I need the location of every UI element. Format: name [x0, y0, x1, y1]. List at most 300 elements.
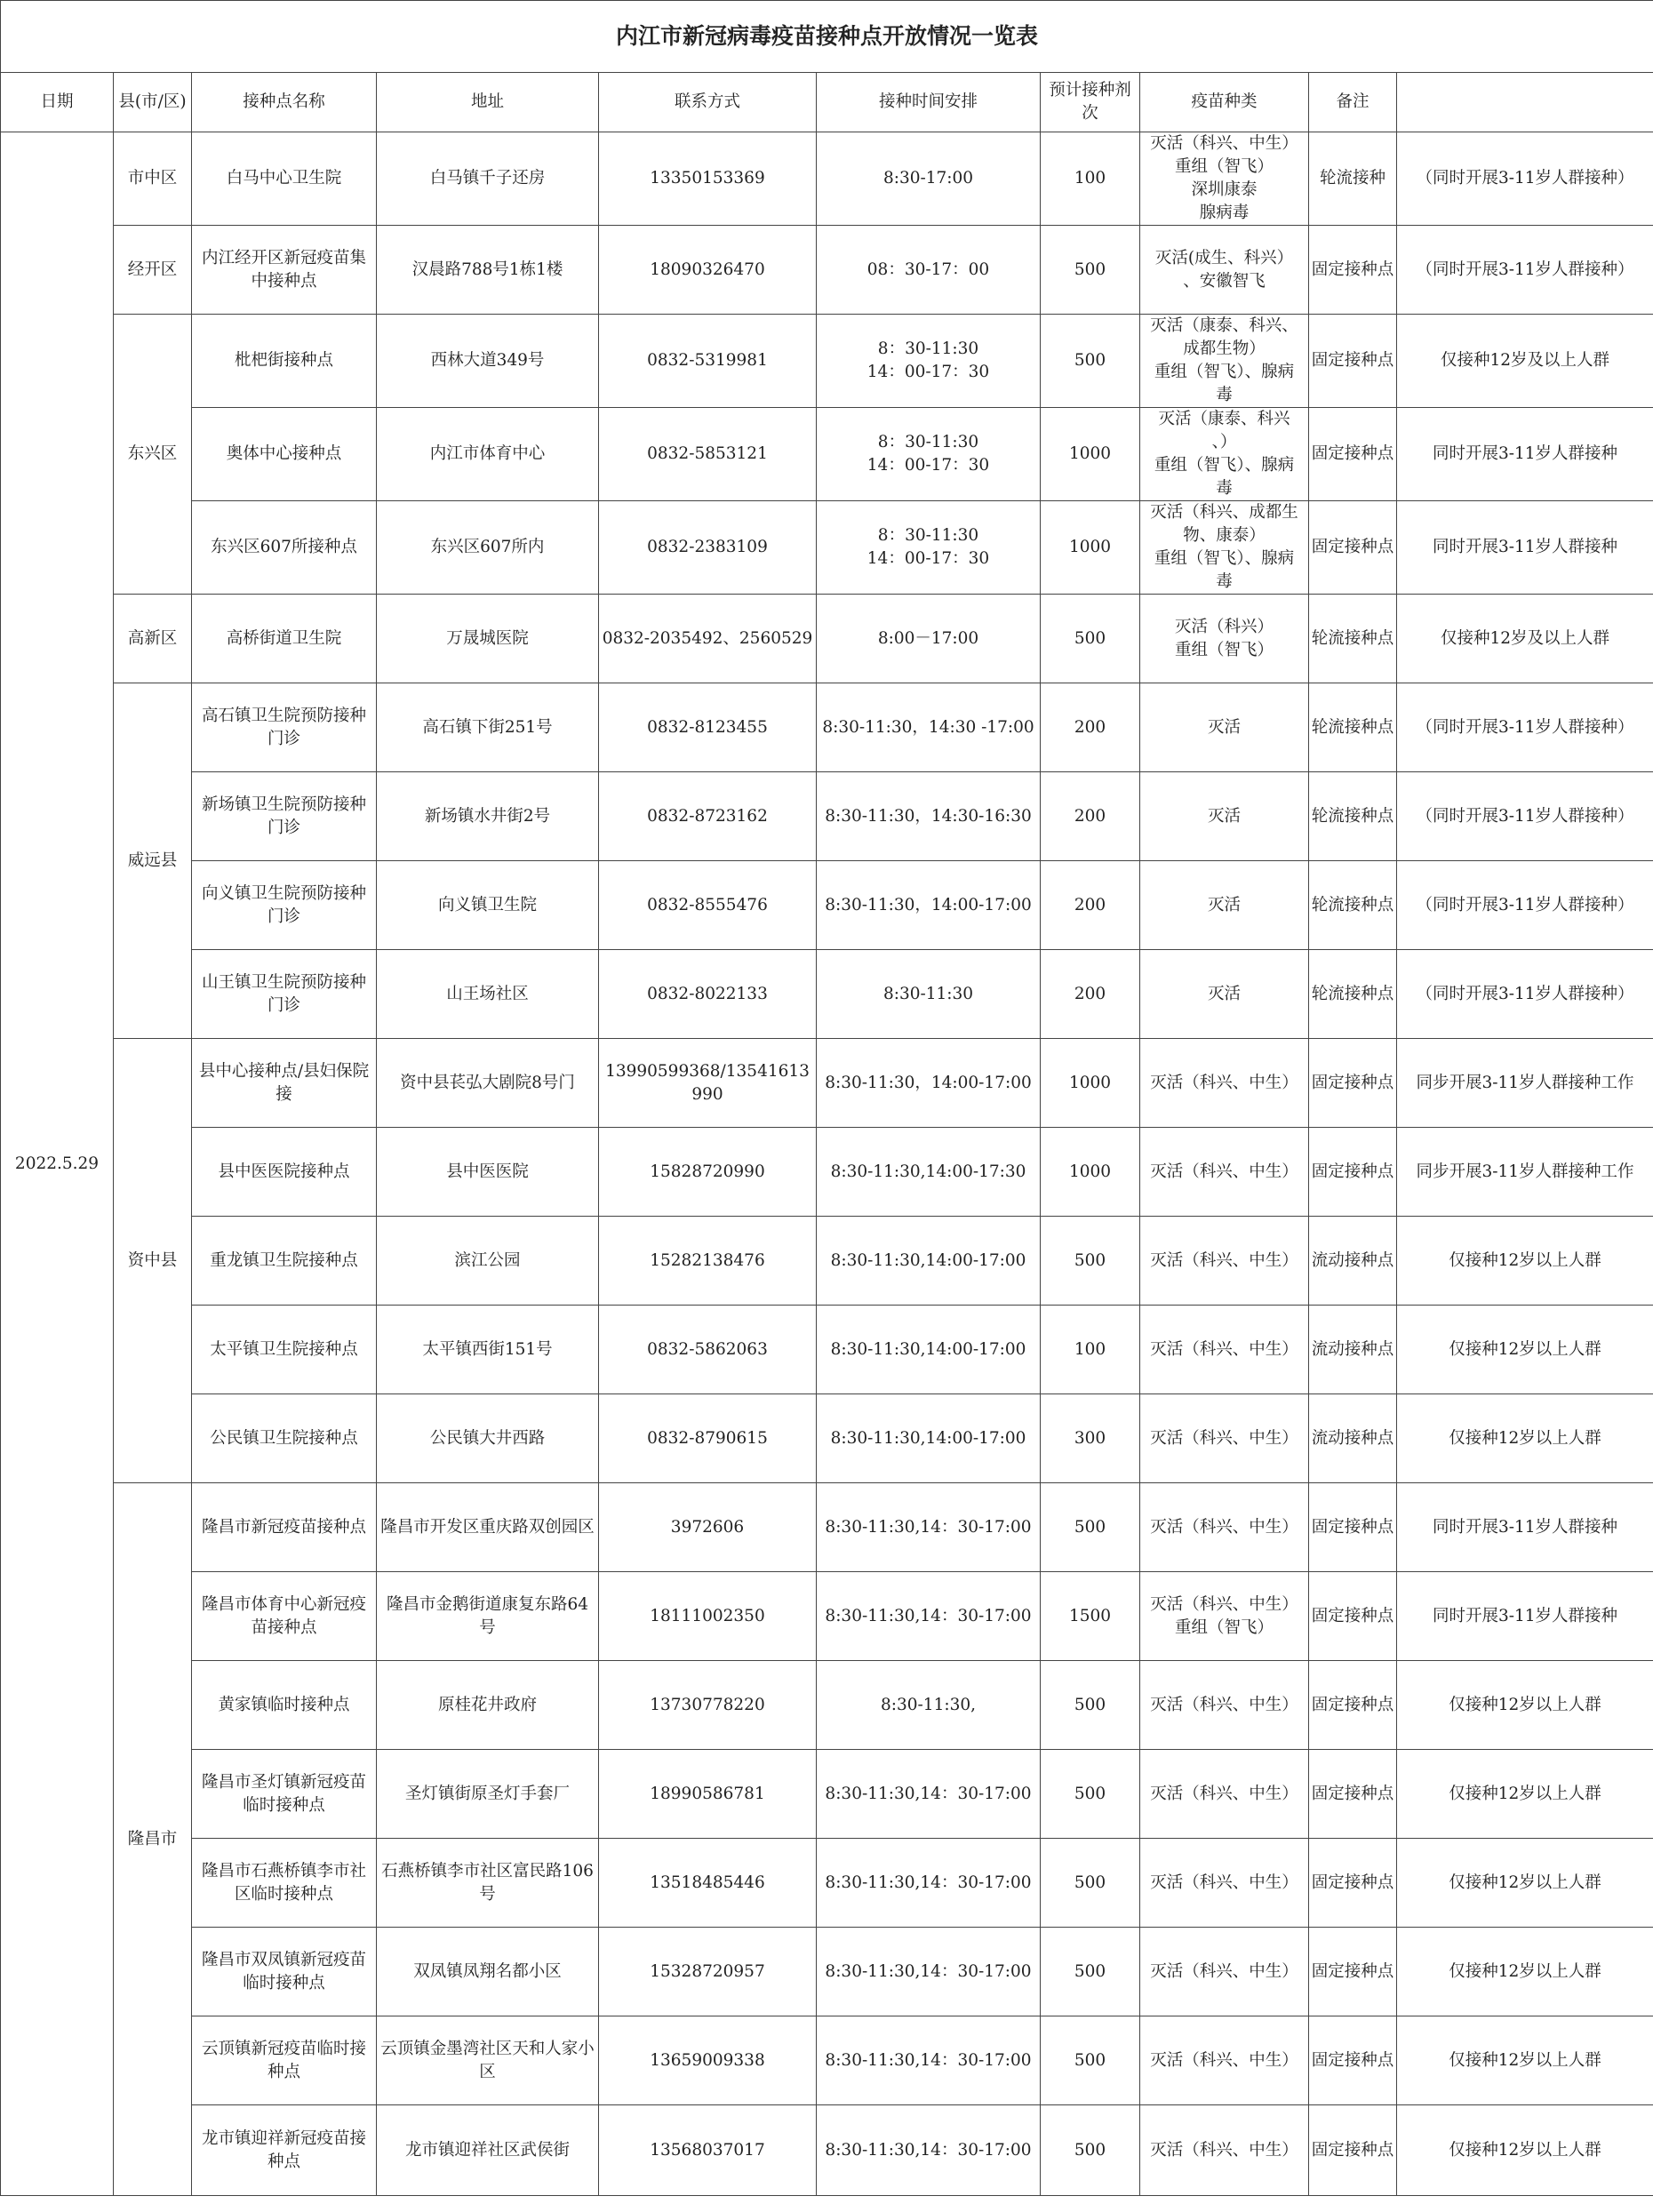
phone-cell-text: 15828720990	[650, 1162, 765, 1181]
time-cell-text: 8:30-11:30,14：30-17:00	[825, 2050, 1032, 2070]
remark-cell-text: 仅接种12岁以上人群	[1449, 1873, 1601, 1892]
time-cell-text: 8:30-11:30，14:00-17:00	[825, 1073, 1032, 1092]
district-cell	[114, 595, 192, 683]
site-type-cell	[1309, 772, 1397, 861]
vaccine-cell-text: 灭活（科兴、中生）	[1150, 1162, 1298, 1181]
site-type-cell-text: 轮流接种点	[1311, 984, 1394, 1003]
doses-cell	[1041, 1928, 1140, 2016]
time-cell-text: 8:30-11:30,14:00-17:00	[830, 1428, 1026, 1448]
doses-cell	[1041, 2016, 1140, 2105]
site-name-cell-text: 隆昌市石燕桥镇李市社区临时接种点	[201, 1861, 366, 1904]
doses-cell-text: 500	[1074, 1961, 1106, 1981]
time-cell-text: 8:30-11:30,	[881, 1695, 976, 1714]
time-cell-text: 8:30-11:30,14：30-17:00	[825, 1517, 1032, 1537]
site-name-cell-text: 县中心接种点/县妇保院接	[198, 1061, 370, 1104]
address-cell-text: 资中县苌弘大剧院8号门	[400, 1073, 575, 1092]
address-cell-text: 圣灯镇街原圣灯手套厂	[404, 1784, 570, 1803]
remark-cell	[1397, 501, 1653, 595]
address-cell	[377, 595, 599, 683]
phone-cell	[599, 1217, 817, 1306]
site-name-cell-text: 公民镇卫生院接种点	[210, 1428, 358, 1448]
table-row	[1, 772, 1653, 861]
site-type-cell-text: 固定接种点	[1311, 2140, 1394, 2160]
remark-cell	[1397, 683, 1653, 772]
time-cell	[817, 315, 1041, 408]
header-district: 县(市/区)	[114, 73, 192, 132]
site-type-cell-text: 固定接种点	[1311, 444, 1394, 463]
table-row	[1, 408, 1653, 501]
site-type-cell	[1309, 1928, 1397, 2016]
remark-cell	[1397, 1750, 1653, 1839]
district-cell-text: 经开区	[127, 260, 178, 279]
time-cell-text: 08：30-17：00	[866, 260, 990, 279]
site-name-cell	[192, 861, 377, 950]
district-cell-text: 资中县	[127, 1250, 178, 1270]
doses-cell-text: 200	[1074, 806, 1106, 826]
phone-cell-text: 0832-5853121	[647, 444, 768, 463]
table-row	[1, 132, 1653, 226]
remark-cell-text: 同时开展3-11岁人群接种	[1432, 444, 1618, 463]
remark-cell	[1397, 1483, 1653, 1572]
doses-cell-text: 200	[1074, 717, 1106, 737]
title-row	[1, 1, 1653, 73]
phone-cell-text: 13568037017	[650, 2140, 765, 2160]
remark-cell-text: 同步开展3-11岁人群接种工作	[1416, 1073, 1634, 1092]
vaccine-cell-text: 灭活	[1207, 984, 1241, 1003]
time-cell	[817, 1572, 1041, 1661]
site-name-cell-text: 隆昌市双凤镇新冠疫苗临时接种点	[201, 1950, 366, 1992]
address-cell-text: 隆昌市开发区重庆路双创园区	[380, 1517, 595, 1537]
remark-cell-text: 仅接种12岁以上人群	[1449, 2140, 1601, 2160]
address-cell-text: 高石镇下街251号	[422, 717, 553, 737]
time-cell-text: 8:30-11:30,14：30-17:00	[825, 1606, 1032, 1625]
site-name-cell	[192, 1039, 377, 1128]
doses-cell-text: 1000	[1068, 1162, 1112, 1181]
doses-cell	[1041, 950, 1140, 1039]
remark-cell-text: 同时开展3-11岁人群接种	[1432, 538, 1618, 556]
address-cell	[377, 1394, 599, 1483]
time-cell-text: 8：30-11:30 14：00-17：30	[866, 433, 990, 475]
site-name-cell	[192, 2016, 377, 2105]
site-type-cell	[1309, 226, 1397, 315]
table-row	[1, 1394, 1653, 1483]
site-type-cell-text: 轮流接种点	[1311, 717, 1394, 737]
phone-cell	[599, 1928, 817, 2016]
vaccine-cell	[1140, 683, 1309, 772]
address-cell	[377, 1572, 599, 1661]
remark-cell-text: 仅接种12岁以上人群	[1449, 1250, 1601, 1270]
remark-cell-text: 仅接种12岁及以上人群	[1440, 628, 1610, 648]
site-name-cell	[192, 408, 377, 501]
time-cell	[817, 501, 1041, 595]
header-address: 地址	[377, 73, 599, 132]
site-type-cell	[1309, 1394, 1397, 1483]
address-cell	[377, 1928, 599, 2016]
address-cell	[377, 950, 599, 1039]
phone-cell-text: 3972606	[670, 1517, 745, 1537]
site-name-cell	[192, 315, 377, 408]
time-cell-text: 8:30-11:30，14:30 -17:00	[822, 717, 1034, 737]
doses-cell-text: 200	[1074, 984, 1106, 1003]
doses-cell-text: 500	[1074, 1517, 1106, 1537]
address-cell	[377, 1217, 599, 1306]
vaccine-cell	[1140, 1217, 1309, 1306]
vaccine-cell	[1140, 1572, 1309, 1661]
address-cell	[377, 408, 599, 501]
doses-cell	[1041, 1839, 1140, 1928]
remark-cell	[1397, 408, 1653, 501]
site-name-cell	[192, 595, 377, 683]
site-name-cell-text: 枇杷街接种点	[234, 351, 333, 370]
doses-cell-text: 500	[1074, 351, 1106, 370]
address-cell	[377, 1661, 599, 1750]
time-cell	[817, 1217, 1041, 1306]
site-type-cell-text: 固定接种点	[1311, 1961, 1394, 1981]
phone-cell	[599, 683, 817, 772]
site-type-cell	[1309, 132, 1397, 226]
time-cell	[817, 2016, 1041, 2105]
site-type-cell-text: 固定接种点	[1311, 1695, 1394, 1714]
remark-cell	[1397, 1217, 1653, 1306]
site-type-cell-text: 轮流接种	[1319, 169, 1385, 188]
phone-cell	[599, 772, 817, 861]
vaccine-cell	[1140, 1039, 1309, 1128]
remark-cell	[1397, 1572, 1653, 1661]
phone-cell-text: 13730778220	[650, 1695, 765, 1714]
remark-cell	[1397, 1661, 1653, 1750]
time-cell	[817, 861, 1041, 950]
site-name-cell	[192, 1306, 377, 1394]
table-row	[1, 501, 1653, 595]
site-type-cell	[1309, 595, 1397, 683]
address-cell-text: 东兴区607所内	[430, 538, 545, 556]
time-cell	[817, 950, 1041, 1039]
doses-cell	[1041, 132, 1140, 226]
time-cell-text: 8:30-11:30,14:00-17:00	[830, 1250, 1026, 1270]
address-cell-text: 双凤镇凤翔名都小区	[413, 1961, 562, 1981]
doses-cell-text: 200	[1074, 895, 1106, 914]
table-row	[1, 1217, 1653, 1306]
site-type-cell	[1309, 1128, 1397, 1217]
site-type-cell-text: 固定接种点	[1311, 538, 1394, 556]
address-cell-text: 白马镇千子还房	[429, 169, 546, 188]
vaccine-cell	[1140, 1661, 1309, 1750]
table-row	[1, 1128, 1653, 1217]
district-cell-text: 东兴区	[127, 444, 178, 463]
address-cell-text: 太平镇西街151号	[422, 1339, 553, 1359]
time-cell-text: 8:30-11:30，14:00-17:00	[825, 895, 1032, 914]
vaccine-cell	[1140, 501, 1309, 595]
time-cell	[817, 1839, 1041, 1928]
vaccine-cell-text: 灭活（科兴、中生）	[1150, 1250, 1298, 1270]
table-row	[1, 2105, 1653, 2196]
remark-cell-text: 仅接种12岁以上人群	[1449, 2050, 1601, 2070]
phone-cell-text: 0832-2035492、2560529	[602, 628, 813, 648]
site-type-cell	[1309, 1217, 1397, 1306]
remark-cell-text: （同时开展3-11岁人群接种）	[1416, 806, 1634, 826]
phone-cell-text: 13518485446	[650, 1873, 765, 1892]
address-cell	[377, 772, 599, 861]
address-cell	[377, 1750, 599, 1839]
doses-cell	[1041, 315, 1140, 408]
address-cell-text: 新场镇水井街2号	[424, 806, 551, 826]
site-type-cell	[1309, 1750, 1397, 1839]
page-title: 内江市新冠病毒疫苗接种点开放情况一览表	[1, 1, 1653, 73]
header-time: 接种时间安排	[817, 73, 1041, 132]
doses-cell-text: 1000	[1068, 1073, 1112, 1092]
vaccine-cell	[1140, 315, 1309, 408]
phone-cell-text: 0832-8123455	[647, 717, 768, 737]
phone-cell-text: 15282138476	[650, 1250, 765, 1270]
site-type-cell-text: 流动接种点	[1311, 1428, 1394, 1448]
phone-cell-text: 13990599368/13541613990	[605, 1061, 810, 1104]
site-name-cell-text: 县中医医院接种点	[218, 1162, 350, 1181]
time-cell-text: 8:30-11:30,14：30-17:00	[825, 2140, 1032, 2160]
site-type-cell-text: 固定接种点	[1311, 260, 1394, 279]
table-row	[1, 226, 1653, 315]
time-cell	[817, 772, 1041, 861]
phone-cell	[599, 1483, 817, 1572]
doses-cell-text: 1500	[1068, 1606, 1112, 1625]
vaccine-cell	[1140, 595, 1309, 683]
doses-cell	[1041, 1217, 1140, 1306]
doses-cell	[1041, 1483, 1140, 1572]
remark-cell	[1397, 2016, 1653, 2105]
remark-cell-text: （同时开展3-11岁人群接种）	[1416, 717, 1634, 737]
time-cell-text: 8:30-17:00	[882, 169, 974, 188]
site-name-cell	[192, 1839, 377, 1928]
header-remark: 备注	[1309, 73, 1397, 132]
remark-cell	[1397, 1128, 1653, 1217]
vaccine-cell	[1140, 2105, 1309, 2196]
time-cell	[817, 595, 1041, 683]
site-name-cell	[192, 1928, 377, 2016]
phone-cell-text: 18090326470	[650, 260, 765, 279]
phone-cell	[599, 501, 817, 595]
header-row	[1, 73, 1653, 132]
remark-cell	[1397, 1839, 1653, 1928]
phone-cell	[599, 1306, 817, 1394]
site-type-cell-text: 固定接种点	[1311, 351, 1394, 370]
doses-cell	[1041, 2105, 1140, 2196]
time-cell	[817, 408, 1041, 501]
vaccine-cell-text: 灭活（科兴、中生）	[1150, 1695, 1298, 1714]
address-cell	[377, 861, 599, 950]
table-body	[1, 1, 1653, 2196]
phone-cell-text: 0832-5862063	[647, 1339, 768, 1359]
phone-cell-text: 15328720957	[650, 1961, 765, 1981]
phone-cell-text: 18111002350	[650, 1606, 765, 1625]
site-type-cell	[1309, 315, 1397, 408]
doses-cell-text: 1000	[1068, 444, 1112, 463]
doses-cell	[1041, 501, 1140, 595]
address-cell-text: 山王场社区	[446, 984, 529, 1003]
table-row	[1, 950, 1653, 1039]
vaccine-cell-text: 灭活（科兴、中生）	[1150, 1784, 1298, 1803]
doses-cell-text: 500	[1074, 260, 1106, 279]
phone-cell	[599, 1128, 817, 1217]
vaccine-cell	[1140, 132, 1309, 226]
district-cell-text: 隆昌市	[127, 1829, 178, 1849]
site-name-cell	[192, 1128, 377, 1217]
site-type-cell	[1309, 408, 1397, 501]
doses-cell-text: 500	[1074, 1784, 1106, 1803]
phone-cell-text: 0832-8790615	[647, 1428, 768, 1448]
table-row	[1, 1750, 1653, 1839]
time-cell-text: 8：30-11:30 14：00-17：30	[866, 526, 990, 568]
vaccine-cell-text: 灭活（科兴、中生）	[1150, 2050, 1298, 2070]
site-type-cell	[1309, 2105, 1397, 2196]
vaccine-cell	[1140, 861, 1309, 950]
site-type-cell	[1309, 1839, 1397, 1928]
phone-cell-text: 13350153369	[650, 169, 765, 188]
phone-cell-text: 0832-5319981	[647, 351, 768, 370]
site-name-cell	[192, 501, 377, 595]
remark-cell-text: （同时开展3-11岁人群接种）	[1416, 260, 1634, 279]
address-cell	[377, 1306, 599, 1394]
site-type-cell	[1309, 1572, 1397, 1661]
time-cell	[817, 1306, 1041, 1394]
site-type-cell-text: 固定接种点	[1311, 1873, 1394, 1892]
table-row	[1, 1483, 1653, 1572]
site-name-cell-text: 东兴区607所接种点	[211, 538, 357, 556]
address-cell	[377, 226, 599, 315]
site-type-cell	[1309, 501, 1397, 595]
site-type-cell-text: 流动接种点	[1311, 1250, 1394, 1270]
time-cell	[817, 2105, 1041, 2196]
phone-cell-text: 0832-2383109	[647, 538, 768, 556]
site-name-cell-text: 重龙镇卫生院接种点	[210, 1250, 358, 1270]
site-name-cell	[192, 1394, 377, 1483]
address-cell-text: 隆昌市金鹅街道康复东路64号	[386, 1594, 589, 1637]
site-type-cell	[1309, 683, 1397, 772]
site-type-cell-text: 固定接种点	[1311, 1606, 1394, 1625]
site-name-cell-text: 奥体中心接种点	[226, 444, 342, 463]
site-name-cell-text: 白马中心卫生院	[226, 169, 342, 188]
site-type-cell	[1309, 1306, 1397, 1394]
phone-cell	[599, 132, 817, 226]
address-cell-text: 原桂花井政府	[437, 1695, 537, 1714]
site-name-cell-text: 隆昌市圣灯镇新冠疫苗临时接种点	[201, 1772, 366, 1815]
remark-cell	[1397, 1306, 1653, 1394]
table-row	[1, 1572, 1653, 1661]
doses-cell	[1041, 1039, 1140, 1128]
vaccine-cell-text: 灭活（科兴、中生）	[1150, 1873, 1298, 1892]
vaccine-cell	[1140, 1306, 1309, 1394]
doses-cell-text: 1000	[1068, 538, 1112, 556]
site-name-cell	[192, 1572, 377, 1661]
vaccine-cell	[1140, 1839, 1309, 1928]
remark-cell	[1397, 2105, 1653, 2196]
time-cell	[817, 1394, 1041, 1483]
doses-cell	[1041, 226, 1140, 315]
doses-cell	[1041, 1306, 1140, 1394]
address-cell	[377, 1128, 599, 1217]
phone-cell	[599, 2105, 817, 2196]
site-name-cell	[192, 772, 377, 861]
header-vaccine-type: 疫苗种类	[1140, 73, 1309, 132]
phone-cell	[599, 861, 817, 950]
vaccine-cell-text: 灭活（科兴） 重组（智飞）	[1174, 617, 1274, 659]
site-name-cell	[192, 1661, 377, 1750]
site-type-cell-text: 轮流接种点	[1311, 895, 1394, 914]
doses-cell	[1041, 1572, 1140, 1661]
site-name-cell-text: 新场镇卫生院预防接种门诊	[201, 795, 366, 837]
doses-cell	[1041, 861, 1140, 950]
vaccine-cell	[1140, 772, 1309, 861]
phone-cell	[599, 315, 817, 408]
doses-cell	[1041, 1661, 1140, 1750]
site-type-cell	[1309, 1483, 1397, 1572]
time-cell-text: 8:30-11:30	[882, 984, 974, 1003]
remark-cell	[1397, 1039, 1653, 1128]
vaccine-cell	[1140, 1928, 1309, 2016]
site-name-cell-text: 隆昌市新冠疫苗接种点	[201, 1517, 366, 1537]
table-row	[1, 683, 1653, 772]
remark-cell-text: 同时开展3-11岁人群接种	[1432, 1517, 1618, 1537]
site-type-cell-text: 固定接种点	[1311, 1517, 1394, 1537]
vaccine-cell	[1140, 950, 1309, 1039]
address-cell-text: 滨江公园	[454, 1250, 521, 1270]
remark-cell-text: 同步开展3-11岁人群接种工作	[1416, 1162, 1634, 1181]
vaccine-cell-text: 灭活（康泰、科兴 、） 重组（智飞）、腺病 毒	[1154, 410, 1295, 498]
table-row	[1, 2016, 1653, 2105]
phone-cell	[599, 595, 817, 683]
phone-cell	[599, 1839, 817, 1928]
vaccine-cell	[1140, 226, 1309, 315]
vaccine-cell-text: 灭活（科兴、中生） 重组（智飞） 深圳康泰 腺病毒	[1150, 134, 1298, 222]
site-name-cell-text: 黄家镇临时接种点	[218, 1695, 350, 1714]
vaccine-cell-text: 灭活（科兴、中生）	[1150, 1339, 1298, 1359]
site-name-cell	[192, 1217, 377, 1306]
address-cell	[377, 1483, 599, 1572]
phone-cell-text: 0832-8022133	[647, 984, 768, 1003]
vaccine-cell-text: 灭活（科兴、中生）	[1150, 1517, 1298, 1537]
time-cell-text: 8:00－17:00	[877, 628, 979, 648]
time-cell-text: 8:30-11:30,14:00-17:30	[830, 1162, 1026, 1181]
site-name-cell-text: 向义镇卫生院预防接种门诊	[201, 883, 366, 926]
header-date: 日期	[1, 73, 114, 132]
remark-cell-text: 仅接种12岁及以上人群	[1440, 351, 1610, 370]
doses-cell-text: 500	[1074, 2140, 1106, 2160]
site-type-cell-text: 固定接种点	[1311, 2050, 1394, 2070]
district-cell	[114, 683, 192, 1039]
vaccine-cell-text: 灭活（科兴、中生） 重组（智飞）	[1150, 1594, 1298, 1637]
site-name-cell-text: 隆昌市体育中心新冠疫苗接种点	[201, 1594, 366, 1637]
phone-cell	[599, 1572, 817, 1661]
vaccine-cell-text: 灭活（科兴、成都生 物、康泰） 重组（智飞）、腺病 毒	[1150, 503, 1298, 591]
site-type-cell	[1309, 1039, 1397, 1128]
table-row	[1, 1839, 1653, 1928]
address-cell-text: 内江市体育中心	[429, 444, 546, 463]
doses-cell	[1041, 595, 1140, 683]
site-name-cell-text: 高石镇卫生院预防接种门诊	[201, 706, 366, 748]
site-name-cell	[192, 950, 377, 1039]
phone-cell	[599, 1039, 817, 1128]
site-name-cell-text: 云顶镇新冠疫苗临时接种点	[201, 2039, 366, 2081]
site-type-cell	[1309, 861, 1397, 950]
phone-cell	[599, 408, 817, 501]
remark-cell-text: 仅接种12岁以上人群	[1449, 1695, 1601, 1714]
remark-cell-text: 仅接种12岁以上人群	[1449, 1339, 1601, 1359]
district-cell	[114, 1483, 192, 2196]
address-cell	[377, 501, 599, 595]
table-row	[1, 1928, 1653, 2016]
district-cell	[114, 315, 192, 595]
remark-cell-text: 仅接种12岁以上人群	[1449, 1784, 1601, 1803]
phone-cell	[599, 2016, 817, 2105]
remark-cell	[1397, 315, 1653, 408]
